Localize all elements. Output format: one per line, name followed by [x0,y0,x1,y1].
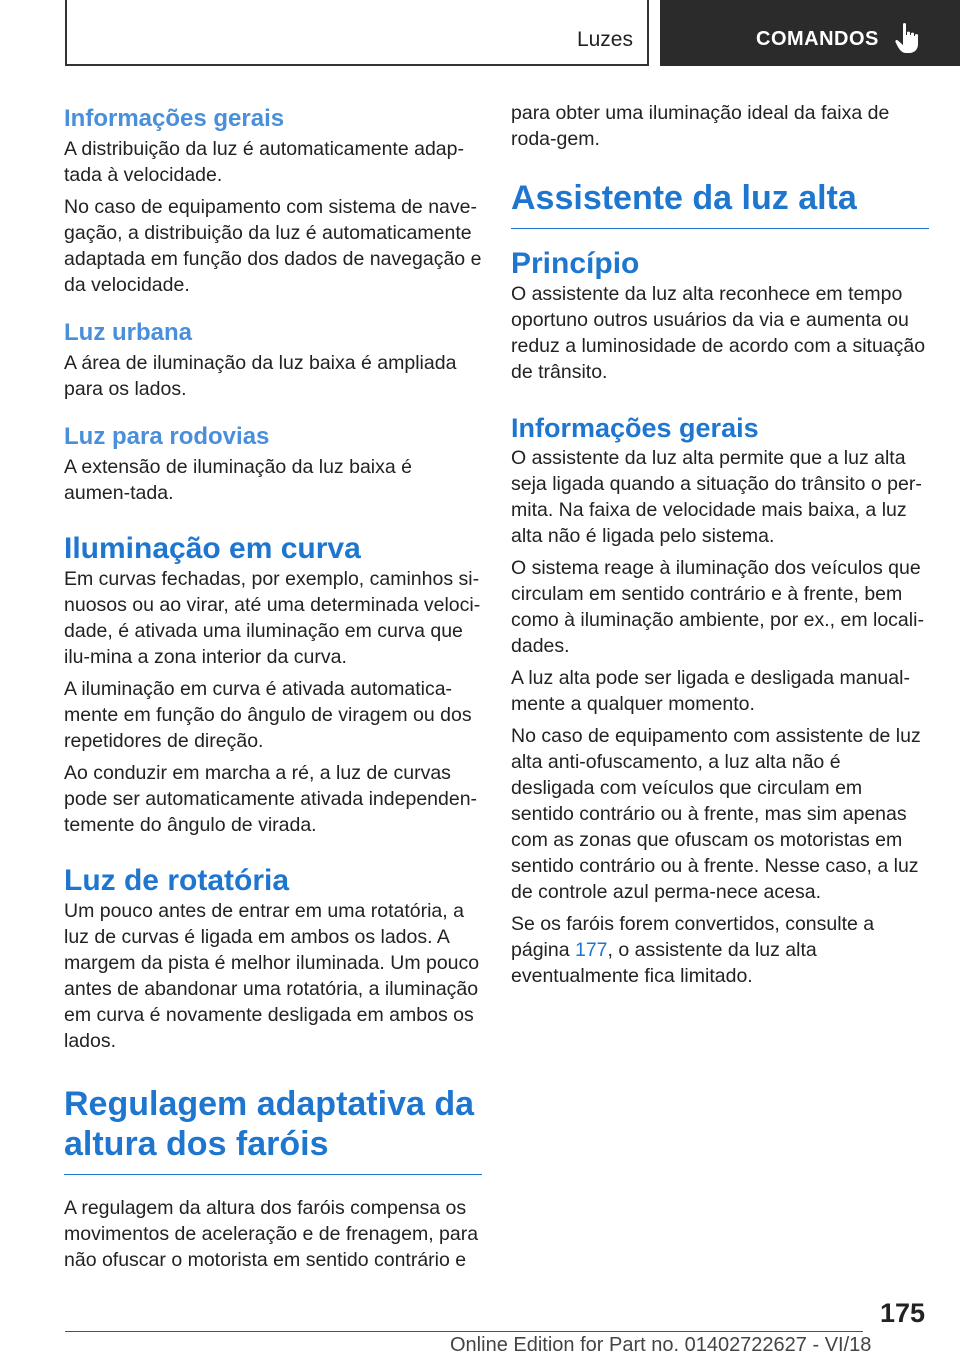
urban-light-heading: Luz urbana [64,319,193,346]
principle-paragraph: O assistente da luz alta reconhece em tempo oportuno outros usuários da via e aumenta ou reduz a luminosidade de acordo com a situação de trânsito. [511,283,926,383]
cornering-light-paragraph-2: A iluminação em curva é ativada automatica-mente em função do ângulo de viragem ou dos repetidores de direção. [64,678,472,752]
roundabout-light-heading: Luz de rotatória [64,864,290,897]
header-chapter-title: COMANDOS [756,28,879,50]
continued-paragraph: para obter uma iluminação ideal da faixa de roda-gem. [511,102,890,150]
assistant-info-paragraph-1: O assistente da luz alta permite que a luz alta seja ligada quando a situação do trânsito o per-mita. Na faixa de velocidade mais baixa, a luz alta não é ligada pelo sistema. [511,447,922,547]
footer-edition-text: Online Edition for Part no. 01402722627 - VI/18 [450,1334,872,1356]
high-beam-assistant-heading: Assistente da luz alta [511,178,929,229]
general-info-paragraph-1: A distribuição da luz é automaticamente adap-tada à velocidade. [64,138,464,186]
general-info-heading: Informações gerais [64,105,285,132]
header-chapter-tab [660,0,960,66]
header-section-title: Luzes [576,28,633,51]
assistant-info-paragraph-2: O sistema reage à iluminação dos veículos que circulam em sentido contrário e à frente, bem como à iluminação ambiente, por ex., em locali-dades. [511,557,924,657]
left-column [64,100,482,1279]
hand-pointer-icon [894,22,920,54]
assistant-info-paragraph-3: A luz alta pode ser ligada e desligada manual-mente a qualquer momento. [511,667,910,715]
principle-heading: Princípio [511,247,640,280]
assistant-info-paragraph-4: No caso de equipamento com assistente de luz alta anti-ofuscamento, a luz alta não é desligada com veículos que circulam em sentido contrário ou à frente, mas sim apenas com as zonas que ofuscam os motoristas em sentido contrário ou à frente. Nesse caso, a luz de controle azul perma-nece acesa. [511,725,921,903]
adaptive-headlight-range-paragraph: A regulagem da altura dos faróis compensa os movimentos de aceleração e de frenagem, para não ofuscar o motorista em sentido contrário e [64,1197,479,1271]
paragraph-5-text-before: Se os faróis forem convertidos, consulte a página [511,913,875,961]
footer-divider [65,1331,863,1332]
highway-light-paragraph: A extensão de iluminação da luz baixa é aumen-tada. [64,456,412,504]
cornering-light-paragraph-3: Ao conduzir em marcha a ré, a luz de curvas pode ser automaticamente ativada independen-temente do ângulo de virada. [64,762,478,836]
adaptive-headlight-range-heading: Regulagem adaptativa da altura dos faróis [64,1084,482,1175]
assistant-info-heading: Informações gerais [511,413,759,443]
general-info-paragraph-2: No caso de equipamento com sistema de nave-gação, a distribuição da luz é automaticamente adaptada em função dos dados de navegação e da velocidade. [64,196,482,296]
cornering-light-heading: Iluminação em curva [64,532,361,565]
assistant-info-paragraph-5 [511,911,929,989]
paragraph-5-text-after: , o assistente da luz alta eventualmente fica limitado. [511,939,817,987]
highway-light-heading: Luz para rodovias [64,423,270,450]
roundabout-light-paragraph: Um pouco antes de entrar em uma rotatória, a luz de curvas é ligada em ambos os lados. A margem da pista é melhor iluminada. Um pouco antes de abandonar uma rotatória, a iluminação em curva é novamente desligada em ambos os lados. [64,900,480,1052]
urban-light-paragraph: A área de iluminação da luz baixa é ampliada para os lados. [64,352,457,400]
page-reference-link[interactable]: 177 [574,939,608,961]
right-column [511,100,929,995]
cornering-light-paragraph-1: Em curvas fechadas, por exemplo, caminhos si-nuosos ou ao virar, até uma determinada veloci-dade, é ativada uma iluminação em curva que ilu-mina a zona interior da curva. [64,568,481,668]
header-section-box [65,0,649,66]
page-number: 175 [880,1298,926,1328]
